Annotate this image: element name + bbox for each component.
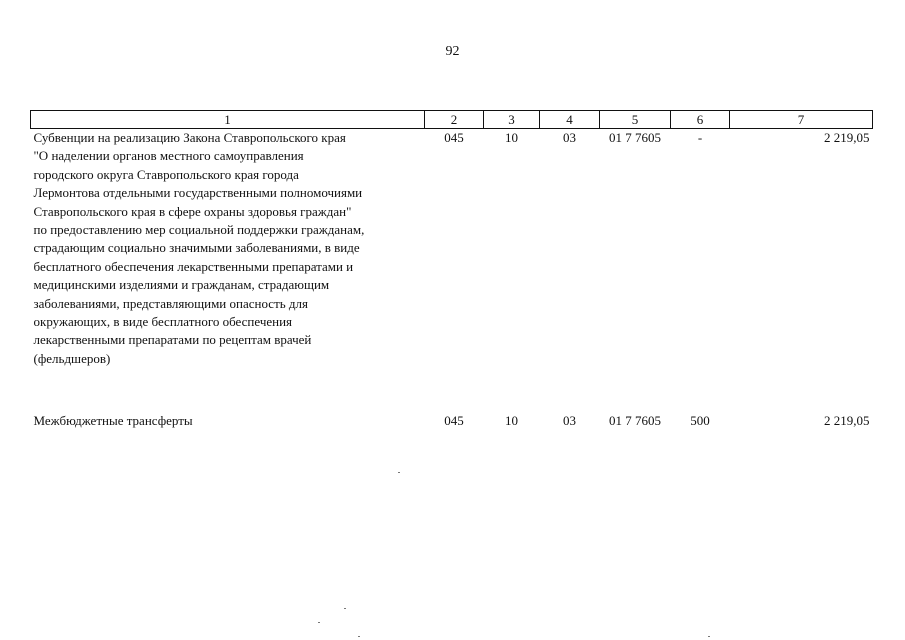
- scan-speck: [318, 622, 320, 623]
- description-line: городского округа Ставропольского края города: [33, 166, 299, 182]
- row-spacer: [31, 368, 873, 412]
- cell-code-3: 10: [505, 130, 518, 145]
- column-header: 7: [730, 111, 873, 129]
- cell-code-6: 500: [690, 413, 710, 429]
- column-header: 5: [600, 111, 671, 129]
- description-line: страдающим социально значимыми заболеваниями, в виде: [33, 240, 360, 256]
- table-row: [31, 129, 873, 369]
- description-line: Ставропольского края в сфере охраны здоровья граждан": [33, 203, 352, 219]
- row-description: [31, 412, 425, 430]
- description-line: заболеваниями, представляющими опасность для: [33, 295, 309, 311]
- column-header: 6: [671, 111, 730, 129]
- cell-code-4: 03: [563, 413, 576, 429]
- description-line: "О наделении органов местного самоуправления: [33, 148, 304, 164]
- row-description: [31, 129, 425, 369]
- description-line: Субвенции на реализацию Закона Ставропольского края: [33, 130, 346, 145]
- cell-code-2: 045: [444, 130, 464, 145]
- description-line: медицинскими изделиями и гражданам, страдающим: [33, 277, 330, 293]
- table-header-row: [31, 111, 873, 129]
- cell-amount: 2 219,05: [824, 413, 870, 429]
- description-line: лекарственными препаратами по рецептам врачей: [33, 332, 312, 348]
- cell-code-3: 10: [505, 413, 518, 429]
- column-header: 1: [31, 111, 425, 129]
- column-header: 3: [484, 111, 540, 129]
- column-header: 4: [540, 111, 600, 129]
- cell-code-2: 045: [444, 413, 464, 429]
- cell-code-6: -: [697, 130, 703, 145]
- scan-speck: [398, 472, 400, 473]
- scan-speck: [358, 636, 360, 637]
- budget-table: [30, 110, 873, 431]
- table-row: [31, 412, 873, 430]
- scan-speck: [344, 608, 346, 609]
- cell-code-5: 01 7 7605: [609, 413, 661, 429]
- column-header: 2: [425, 111, 484, 129]
- cell-amount: 2 219,05: [824, 130, 870, 145]
- description-line: окружающих, в виде бесплатного обеспечения: [33, 314, 293, 330]
- description-line: бесплатного обеспечения лекарственными препаратами и: [33, 258, 354, 274]
- scan-speck: [708, 636, 710, 637]
- description-line: по предоставлению мер социальной поддержки гражданам,: [33, 222, 365, 238]
- cell-code-4: 03: [563, 130, 576, 145]
- cell-code-5: 01 7 7605: [609, 130, 661, 145]
- description-line: (фельдшеров): [33, 350, 111, 366]
- page-number: 92: [445, 44, 460, 59]
- description-line: Межбюджетные трансферты: [33, 413, 193, 429]
- description-line: Лермонтова отдельными государственными полномочиями: [33, 185, 363, 201]
